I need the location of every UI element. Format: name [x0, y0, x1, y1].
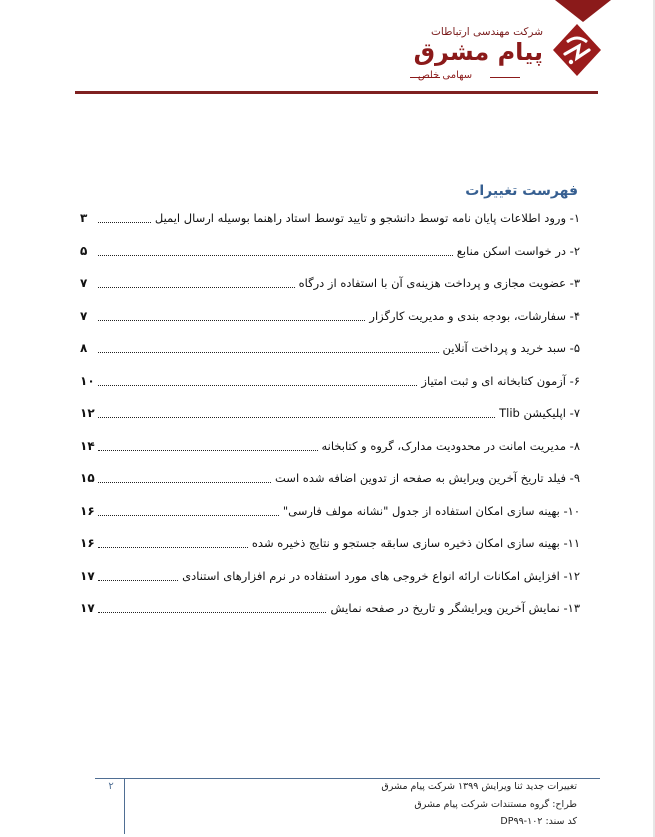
toc-entry-page: ۱۶	[80, 503, 95, 518]
company-type: سهامی خاص	[417, 70, 473, 81]
toc-entry-label: ۹- فیلد تاریخ آخرین ویرایش به صفحه از تدوین اضافه شده است	[275, 471, 580, 485]
toc-entry-label: ۴- سفارشات، بودجه بندی و مدیریت کارگزار	[369, 308, 580, 323]
toc-entry-label: ۱۳- نمایش آخرین ویرایشگر و تاریخ در صفحه نمایش	[330, 601, 580, 615]
page-number: ۲	[108, 781, 114, 792]
toc-entry[interactable]	[80, 601, 580, 634]
toc-dot-leader	[98, 601, 326, 613]
toc-entry-page: ۸	[80, 341, 88, 355]
toc-entry-label: ۱۱- بهینه سازی امکان ذخیره سازی سابقه جستجو و نتایج ذخیره شده	[251, 536, 580, 550]
toc-entry-page: ۷	[80, 308, 88, 323]
toc-entry-page: ۷	[80, 276, 88, 290]
toc-dot-leader	[98, 439, 318, 451]
toc-dot-leader	[98, 341, 439, 353]
toc-entry[interactable]	[80, 276, 580, 309]
company-subtitle: شرکت مهندسی ارتباطات	[431, 26, 543, 38]
divider	[490, 77, 520, 78]
toc-entry-label: ۷- اپلیکیشن Tlib	[499, 406, 580, 420]
toc-entry-label: ۲- در خواست اسکن منابع	[456, 243, 580, 258]
toc-entry[interactable]	[80, 569, 580, 602]
toc-entry[interactable]	[80, 244, 580, 277]
toc-entry-page: ۱۲	[80, 406, 95, 420]
toc-list	[80, 211, 580, 634]
toc-entry-page: ۱۵	[80, 471, 95, 485]
footer-document-code: کد سند: DP۹۹-۱۰۲	[500, 816, 577, 827]
toc-dot-leader	[98, 211, 151, 223]
toc-entry-page: ۵	[80, 243, 88, 258]
toc-entry-label: ۱۰- بهینه سازی امکان استفاده از جدول "نشانه مولف فارسی"	[282, 503, 580, 518]
toc-entry-page: ۳	[80, 211, 88, 225]
toc-entry-page: ۱۶	[80, 536, 95, 550]
toc-entry[interactable]	[80, 374, 580, 407]
footer-document-title: تغییرات جدید ثنا ویرایش ۱۳۹۹ شرکت پیام مشرق	[381, 781, 577, 792]
toc-dot-leader	[98, 374, 417, 386]
footer-divider	[95, 778, 600, 779]
company-name: پیام مشرق	[413, 38, 543, 66]
toc-entry-label: ۸- مدیریت امانت در محدودیت مدارک، گروه و کتابخانه	[321, 438, 580, 453]
toc-entry[interactable]	[80, 536, 580, 569]
header-divider	[75, 91, 598, 94]
toc-entry[interactable]	[80, 439, 580, 472]
toc-entry[interactable]	[80, 471, 580, 504]
toc-dot-leader	[98, 471, 271, 483]
toc-title: فهرست تغییرات	[465, 183, 578, 199]
toc-entry-page: ۱۰	[80, 373, 95, 388]
toc-entry[interactable]	[80, 504, 580, 537]
toc-dot-leader	[98, 276, 295, 288]
toc-dot-leader	[98, 309, 365, 321]
toc-dot-leader	[98, 569, 178, 581]
footer-designer: طراح: گروه مستندات شرکت پیام مشرق	[414, 799, 577, 810]
toc-dot-leader	[98, 536, 248, 548]
corner-triangle-icon	[555, 0, 611, 22]
toc-dot-leader	[98, 244, 453, 256]
toc-entry-label: ۳- عضویت مجازی و پرداخت هزینه‌ی آن با استفاده از درگاه	[298, 276, 580, 290]
toc-entry[interactable]	[80, 309, 580, 342]
toc-dot-leader	[98, 406, 495, 418]
toc-entry[interactable]	[80, 406, 580, 439]
footer-vertical-divider	[124, 778, 125, 834]
toc-entry[interactable]	[80, 341, 580, 374]
toc-entry-label: ۵- سبد خرید و پرداخت آنلاین	[442, 341, 580, 355]
toc-entry[interactable]	[80, 211, 580, 244]
toc-entry-label: ۱۲- افزایش امکانات ارائه انواع خروجی های مورد استفاده در نرم افزارهای استنادی	[182, 568, 580, 583]
toc-entry-label: ۱- ورود اطلاعات پایان نامه توسط دانشجو و تایید توسط استاد راهنما بوسیله ارسال ایمیل	[154, 211, 580, 225]
toc-entry-page: ۱۷	[80, 601, 95, 615]
toc-entry-page: ۱۷	[80, 568, 95, 583]
payam-mashregh-logo-icon	[553, 24, 601, 76]
toc-dot-leader	[98, 504, 279, 516]
toc-entry-page: ۱۴	[80, 438, 95, 453]
toc-entry-label: ۶- آزمون کتابخانه ای و ثبت امتیاز	[421, 373, 580, 388]
